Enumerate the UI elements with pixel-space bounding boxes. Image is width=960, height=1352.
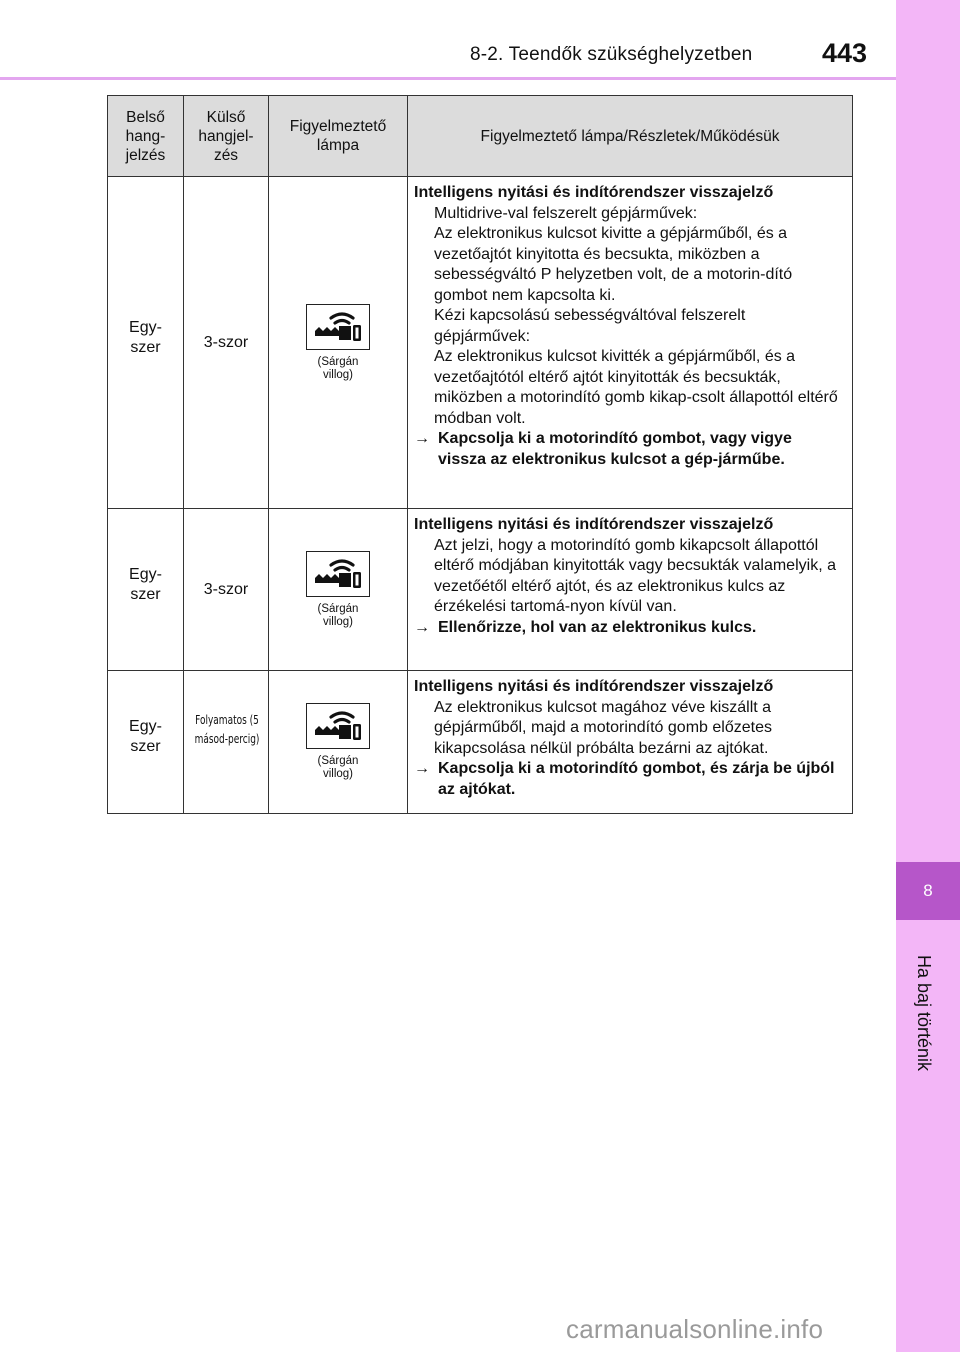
chapter-number: 8 — [923, 881, 933, 900]
details-paragraph: Az elektronikus kulcsot kivitték a gépjárműből, és a vezetőajtótól eltérő ajtót kinyitották és becsukták, miközben a motorindító gomb kikap-csolt állapottól eltérő módban volt. — [434, 348, 838, 427]
arrow-icon: → — [414, 618, 430, 636]
lamp-cell — [269, 671, 408, 814]
external-sound-cell: 3-szor — [184, 509, 269, 671]
header-internal-sound: Belső hang-jelzés — [108, 96, 184, 177]
details-paragraph: Az elektronikus kulcsot magához véve kiszállt a gépjárműből, majd a motorindító gomb előzetes kikapcsolása nélkül próbálta bezárni az ajtókat. — [434, 698, 772, 757]
details-paragraph: Kézi kapcsolású sebességváltóval felszerelt gépjárművek: — [434, 307, 746, 345]
internal-sound-cell: Egy-szer — [108, 671, 184, 814]
smart-key-warning-icon — [306, 703, 370, 749]
header-warning-lamp: Figyelmeztető lámpa — [269, 96, 408, 177]
warning-table — [107, 95, 853, 814]
lamp-caption: (Sárgán villog) — [317, 602, 359, 628]
page-number: 443 — [822, 38, 868, 68]
table-row — [108, 671, 853, 814]
watermark: carmanualsonline.info — [566, 1314, 824, 1344]
smart-key-warning-icon — [306, 304, 370, 350]
lamp-caption: (Sárgán villog) — [317, 755, 359, 780]
details-title: Intelligens nyitási és indítórendszer visszajelző — [414, 678, 774, 695]
header-details: Figyelmeztető lámpa/Részletek/Működésük — [408, 96, 853, 177]
arrow-icon: → — [414, 760, 430, 777]
lamp-caption: (Sárgán villog) — [317, 355, 359, 381]
action-text: Kapcsolja ki a motorindító gombot, vagy vigye vissza az elektronikus kulcsot a gép-járműbe. — [438, 430, 792, 468]
internal-sound-cell: Egy-szer — [108, 509, 184, 671]
header-external-sound: Külső hangjel-zés — [184, 96, 269, 177]
action-text: Kapcsolja ki a motorindító gombot, és zárja be újból az ajtókat. — [438, 760, 835, 798]
details-paragraph: Az elektronikus kulcsot kivitte a gépjárműből, és a vezetőajtót kinyitotta és becsukta, miközben a sebességváltó P helyzetben volt, de a motorin-dító gombot nem kapcsolta ki. — [434, 225, 793, 304]
external-sound-cell: 3-szor — [184, 177, 269, 509]
action-instruction — [414, 759, 844, 800]
lamp-cell — [269, 509, 408, 671]
header-divider — [0, 77, 896, 80]
chapter-number-box — [896, 862, 960, 920]
side-tab — [896, 0, 960, 1352]
details-cell — [408, 177, 853, 509]
action-text: Ellenőrizze, hol van az elektronikus kulcs. — [438, 618, 757, 636]
section-title: 8-2. Teendők szükséghelyzetben — [470, 44, 753, 65]
external-sound-cell: Folyamatos (5 másod-percig) — [184, 671, 269, 814]
chapter-name: Ha baj történik — [914, 955, 934, 1072]
details-title: Intelligens nyitási és indítórendszer visszajelző — [414, 516, 774, 533]
table-row — [108, 177, 853, 509]
internal-sound-cell: Egy-szer — [108, 177, 184, 509]
smart-key-warning-icon — [306, 551, 370, 597]
details-cell — [408, 671, 853, 814]
lamp-cell — [269, 177, 408, 509]
arrow-icon: → — [414, 430, 430, 447]
details-cell — [408, 509, 853, 671]
table-header-row — [108, 96, 853, 177]
action-instruction — [414, 618, 844, 639]
action-instruction — [414, 429, 844, 470]
table-row — [108, 509, 853, 671]
details-title: Intelligens nyitási és indítórendszer visszajelző — [414, 184, 774, 201]
details-paragraph: Azt jelzi, hogy a motorindító gomb kikapcsolt állapottól eltérő módjában kinyitották vagy becsukták valamelyik, a vezetőétől eltérő ajtót, és az elektronikus kulcs az érzékelési tartomá-nyon kívül van. — [434, 536, 836, 615]
details-paragraph: Multidrive-val felszerelt gépjárművek: — [434, 204, 698, 222]
